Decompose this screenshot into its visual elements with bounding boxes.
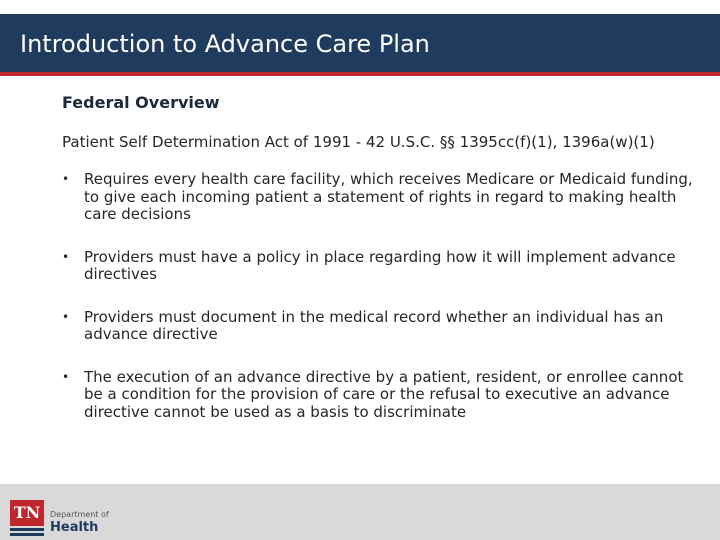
tn-health-logo — [6, 492, 116, 536]
intro-paragraph: Patient Self Determination Act of 1991 - 42 U.S.C. §§ 1395cc(f)(1), 1396a(w)(1) — [62, 133, 655, 151]
bullet-dot-icon: • — [62, 369, 70, 384]
page-title: Introduction to Advance Care Plan — [20, 30, 430, 58]
logo-stripe — [10, 528, 44, 531]
bullet-text: Requires every health care facility, which receives Medicare or Medicaid funding, to give each incoming patient a statement of rights in regard to making health care decisions — [84, 170, 693, 223]
slide-content — [62, 92, 702, 446]
footer-bar — [0, 484, 720, 540]
bullet-dot-icon: • — [62, 172, 70, 186]
bullet-dot-icon: • — [62, 249, 70, 264]
logo-stripe — [10, 533, 44, 536]
bullet-item — [62, 309, 704, 344]
bullet-text: Providers must have a policy in place regarding how it will implement advance directives — [84, 247, 676, 283]
section-subtitle: Federal Overview — [62, 93, 220, 112]
title-bar — [0, 14, 720, 76]
bullet-item — [62, 369, 704, 422]
logo-department-text: Department of — [50, 510, 109, 519]
bullet-text: The execution of an advance directive by a patient, resident, or enrollee cannot be a condition for the provision of care or the refusal to executive an advance directive cannot be used as a basis to discriminate — [84, 367, 684, 421]
bullet-text: Providers must document in the medical record whether an individual has an advance directive — [84, 307, 664, 343]
bullet-list — [62, 171, 702, 421]
bullet-item — [62, 249, 704, 284]
logo-health-text: Health — [50, 520, 99, 535]
tn-logo-mark: TN — [10, 500, 44, 526]
bullet-dot-icon: • — [62, 309, 70, 324]
bullet-item — [62, 171, 704, 224]
